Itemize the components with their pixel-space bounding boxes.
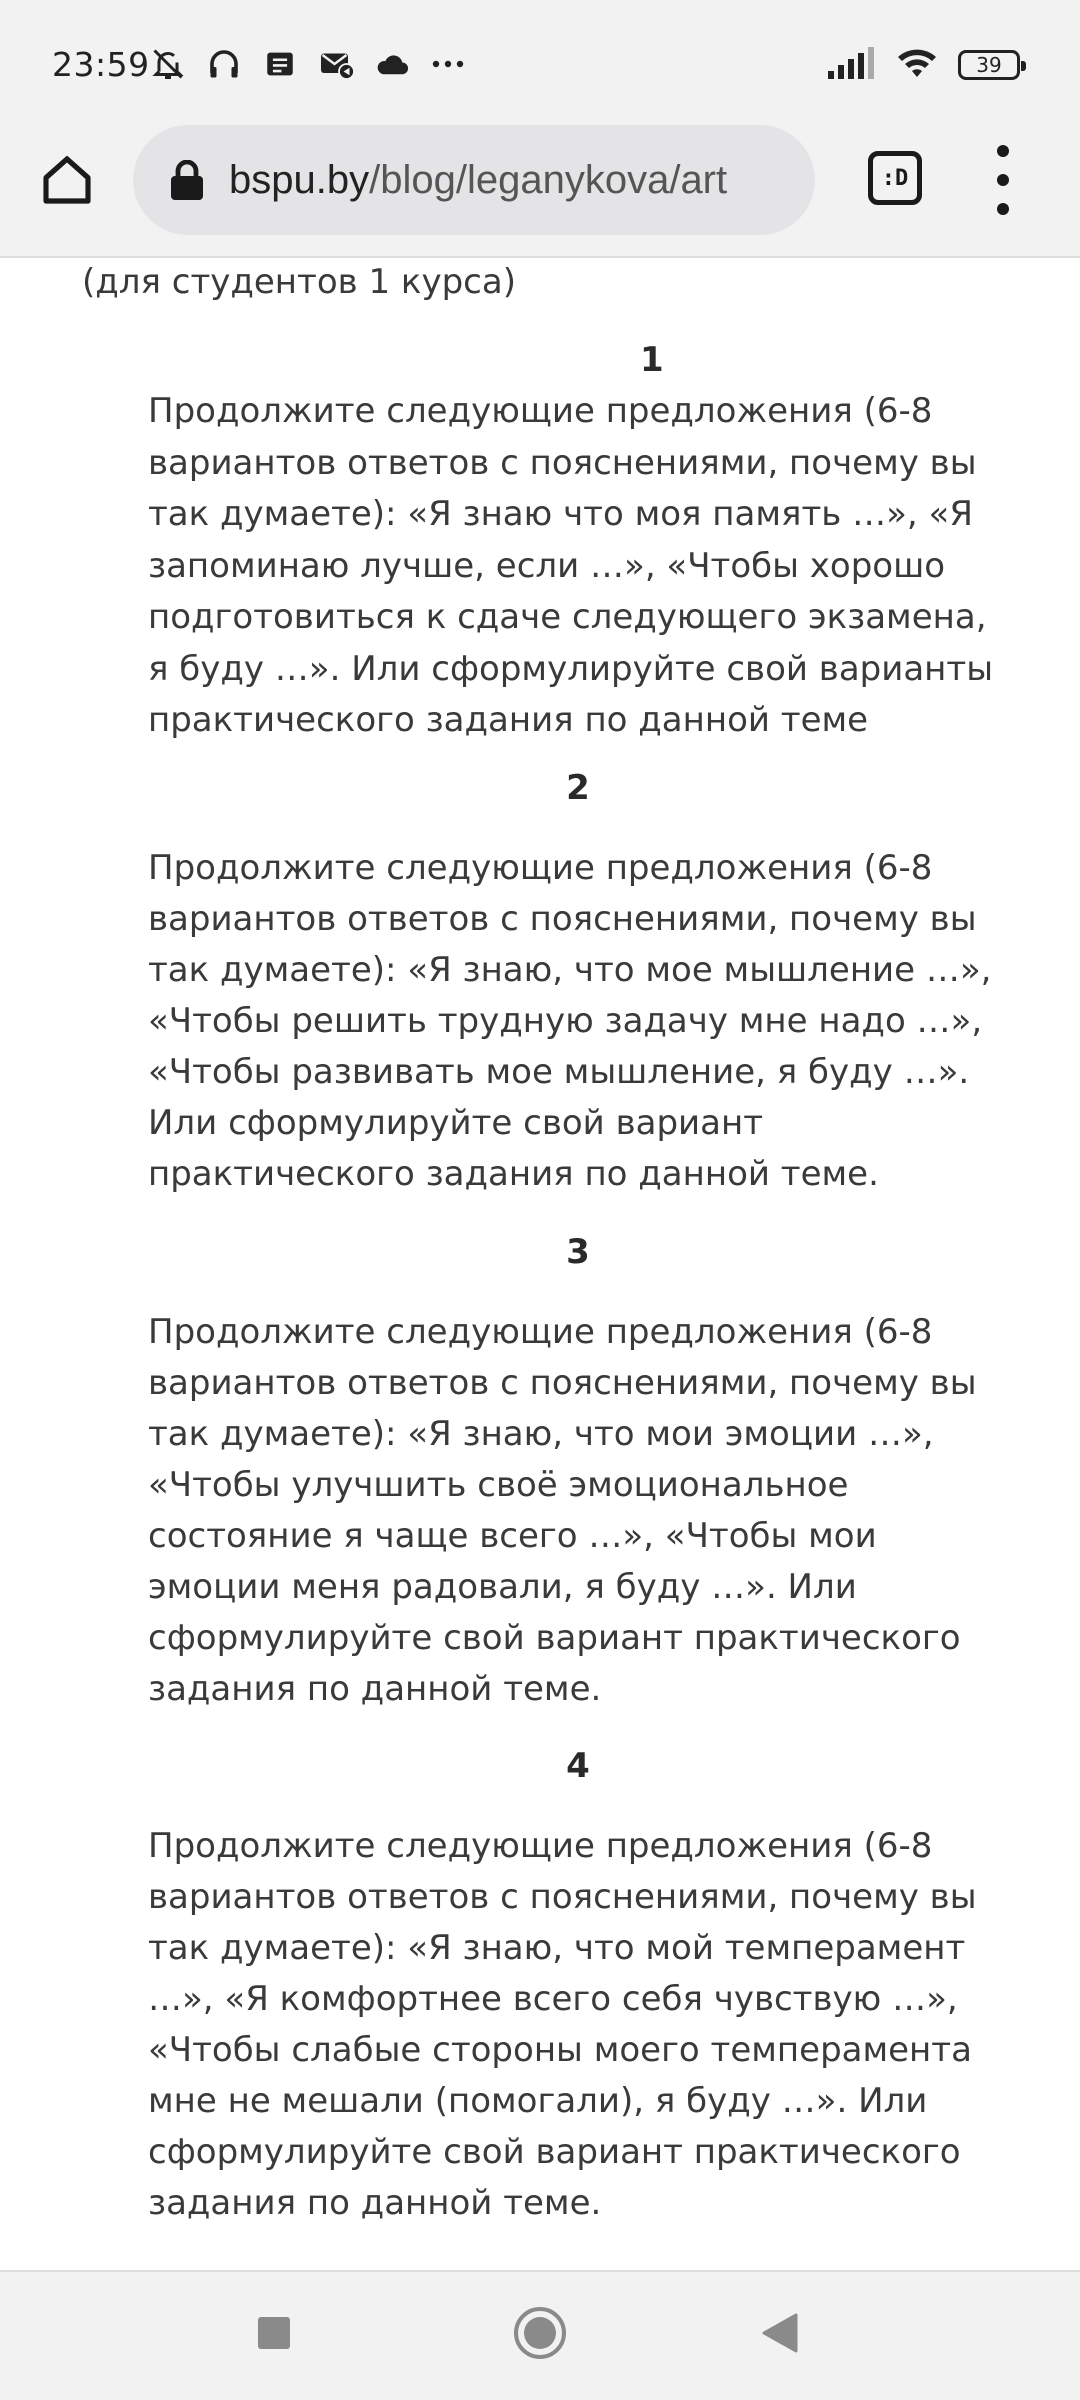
more-dots-icon [428,44,468,84]
url-domain: bspu.by [229,157,370,202]
lock-icon [169,160,205,200]
back-triangle-icon [760,2311,800,2355]
page-content[interactable] [0,258,1080,2244]
task-number: 4 [566,1746,590,1786]
task-text: Продолжите следующие предложения (6-8 вариантов ответов с пояснениями, почему вы так думаете): «Я знаю, что мой темперамент …», «Я комфортнее всего себя чувствую …», «Чтобы слабые стороны моего темперамента мне не мешали (помогали), я буду …». Или сформулируйте свой вариант практического задания по данной теме. [148,1826,977,2223]
menu-dot-icon [997,203,1009,215]
url-text [229,158,727,203]
task-block [148,764,1008,1200]
status-bar [0,0,1080,125]
recents-square-icon [256,2315,292,2351]
home-circle-icon [512,2305,568,2361]
menu-dot-icon [997,174,1009,186]
menu-dot-icon [997,145,1009,157]
muted-bell-icon [148,44,188,84]
menu-button[interactable] [988,145,1018,215]
wifi-icon [896,46,938,84]
task-number: 3 [566,1232,590,1272]
tab-switcher-label: :D [881,165,909,191]
address-bar[interactable] [133,125,815,235]
cloud-icon [372,44,412,84]
task-number: 2 [566,768,590,808]
home-button[interactable] [34,147,100,213]
task-block [148,1742,1008,2229]
task-number: 1 [640,340,664,380]
battery-indicator: 39 [958,50,1020,80]
signal-icon [828,47,876,83]
status-time: 23:59 [52,45,150,84]
task-text: Продолжите следующие предложения (6-8 вариантов ответов с пояснениями, почему вы так думаете): «Я знаю, что мои эмоции …», «Чтобы улучшить своё эмоциональное состояние я чаще всего …», «Чтобы мои эмоции меня радовали, я буду …». Или сформулируйте свой вариант практического задания по данной теме. [148,1312,977,1709]
home-icon [39,152,95,208]
intro-text: (для студентов 1 курса) [82,262,516,302]
home-nav-button[interactable] [507,2300,573,2366]
message-icon [260,44,300,84]
back-button[interactable] [747,2300,813,2366]
browser-toolbar [0,125,1080,258]
recents-button[interactable] [241,2300,307,2366]
mail-icon [316,44,356,84]
url-path: /blog/leganykova/art [369,157,728,202]
system-indicators [828,46,1020,84]
notification-icons [148,44,468,84]
tab-switcher-button[interactable] [868,151,922,205]
task-block [148,1228,1008,1715]
navigation-bar [0,2270,1080,2400]
headphones-icon [204,44,244,84]
task-text: Продолжите следующие предложения (6-8 вариантов ответов с пояснениями, почему вы так думаете): «Я знаю что моя память …», «Я запоминаю лучше, если …», «Чтобы хорошо подготовиться к сдаче следующего экзамена, я буду …». Или сформулируйте свой варианты практического задания по данной теме [148,391,994,740]
task-text: Продолжите следующие предложения (6-8 вариантов ответов с пояснениями, почему вы так думаете): «Я знаю, что мое мышление …», «Чтобы решить трудную задачу мне надо …», «Чтобы развивать мое мышление, я буду …». Или сформулируйте свой вариант практического задания по данной теме. [148,848,992,1194]
